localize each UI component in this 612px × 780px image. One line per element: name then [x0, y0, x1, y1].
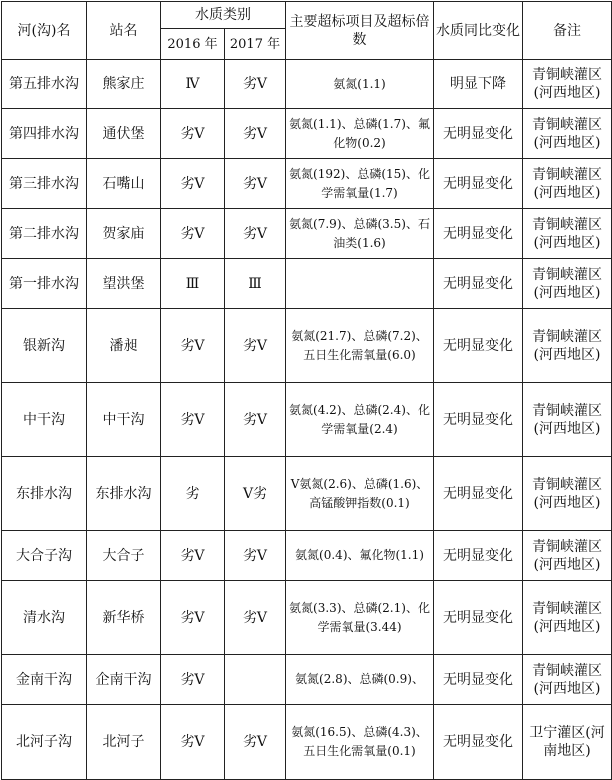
cell-class-2016: 劣Ⅴ [161, 581, 225, 655]
cell-class-2016: 劣Ⅴ [161, 209, 225, 259]
cell-station: 望洪堡 [87, 259, 161, 309]
cell-indicators: 氨氮(2.8)、总磷(0.9)、 [286, 655, 434, 705]
cell-remark: 青铜峡灌区(河西地区) [523, 109, 612, 159]
cell-class-2017: Ⅴ劣 [225, 457, 286, 531]
cell-remark: 青铜峡灌区(河西地区) [523, 60, 612, 109]
cell-river: 第二排水沟 [2, 209, 87, 259]
cell-class-2017: 劣Ⅴ [225, 60, 286, 109]
cell-class-2017: 劣Ⅴ [225, 705, 286, 780]
cell-class-2017: 劣Ⅴ [225, 531, 286, 581]
header-remark: 备注 [523, 2, 612, 60]
cell-remark: 青铜峡灌区(河西地区) [523, 309, 612, 383]
cell-station: 中干沟 [87, 383, 161, 457]
cell-remark: 青铜峡灌区(河西地区) [523, 655, 612, 705]
cell-indicators: 氨氮(1.1)、总磷(1.7)、氟化物(0.2) [286, 109, 434, 159]
cell-river: 北河子沟 [2, 705, 87, 780]
table-row [2, 209, 612, 259]
cell-remark: 青铜峡灌区(河西地区) [523, 159, 612, 209]
cell-class-2017: 劣Ⅴ [225, 581, 286, 655]
cell-change: 无明显变化 [434, 581, 523, 655]
table-row [2, 655, 612, 705]
table-row [2, 259, 612, 309]
cell-class-2017 [225, 655, 286, 705]
table-row [2, 309, 612, 383]
cell-class-2016: Ⅲ [161, 259, 225, 309]
cell-river: 清水沟 [2, 581, 87, 655]
cell-change: 无明显变化 [434, 457, 523, 531]
cell-change: 无明显变化 [434, 159, 523, 209]
cell-indicators: 氨氮(21.7)、总磷(7.2)、五日生化需氧量(6.0) [286, 309, 434, 383]
cell-change: 无明显变化 [434, 705, 523, 780]
cell-change: 无明显变化 [434, 109, 523, 159]
table-row [2, 705, 612, 780]
header-river: 河(沟)名 [2, 2, 87, 60]
header-class-group: 水质类别 [161, 2, 286, 29]
cell-class-2017: 劣Ⅴ [225, 109, 286, 159]
cell-indicators: 氨氮(7.9)、总磷(3.5)、石油类(1.6) [286, 209, 434, 259]
cell-class-2016: Ⅳ [161, 60, 225, 109]
cell-river: 银新沟 [2, 309, 87, 383]
header-year-2016: 2016 年 [161, 29, 225, 60]
cell-remark: 青铜峡灌区(河西地区) [523, 581, 612, 655]
cell-river: 第三排水沟 [2, 159, 87, 209]
cell-river: 第五排水沟 [2, 60, 87, 109]
cell-change: 无明显变化 [434, 259, 523, 309]
cell-class-2016: 劣Ⅴ [161, 159, 225, 209]
table-row [2, 581, 612, 655]
cell-class-2017: 劣Ⅴ [225, 383, 286, 457]
cell-indicators [286, 259, 434, 309]
cell-station: 大合子 [87, 531, 161, 581]
cell-class-2016: 劣Ⅴ [161, 109, 225, 159]
cell-station: 贺家庙 [87, 209, 161, 259]
cell-indicators: 氨氮(1.1) [286, 60, 434, 109]
table-row [2, 159, 612, 209]
header-station: 站名 [87, 2, 161, 60]
header-year-2017: 2017 年 [225, 29, 286, 60]
cell-river: 大合子沟 [2, 531, 87, 581]
water-quality-table [1, 1, 612, 780]
table-row [2, 60, 612, 109]
table-body [2, 60, 612, 780]
cell-class-2016: 劣Ⅴ [161, 531, 225, 581]
cell-station: 熊家庄 [87, 60, 161, 109]
cell-river: 中干沟 [2, 383, 87, 457]
cell-remark: 青铜峡灌区(河西地区) [523, 259, 612, 309]
cell-remark: 青铜峡灌区(河西地区) [523, 209, 612, 259]
header-change: 水质同比变化 [434, 2, 523, 60]
cell-river: 第一排水沟 [2, 259, 87, 309]
cell-station: 企南干沟 [87, 655, 161, 705]
table-row [2, 531, 612, 581]
cell-station: 新华桥 [87, 581, 161, 655]
cell-class-2016: 劣 [161, 457, 225, 531]
table-row [2, 109, 612, 159]
cell-change: 无明显变化 [434, 209, 523, 259]
cell-change: 无明显变化 [434, 531, 523, 581]
cell-station: 北河子 [87, 705, 161, 780]
cell-class-2017: Ⅲ [225, 259, 286, 309]
cell-class-2017: 劣Ⅴ [225, 159, 286, 209]
cell-river: 金南干沟 [2, 655, 87, 705]
cell-class-2016: 劣Ⅴ [161, 655, 225, 705]
cell-class-2016: 劣Ⅴ [161, 383, 225, 457]
cell-remark: 青铜峡灌区(河西地区) [523, 383, 612, 457]
cell-indicators: 氨氮(3.3)、总磷(2.1)、化学需氧量(3.44) [286, 581, 434, 655]
cell-indicators: 氨氮(16.5)、总磷(4.3)、五日生化需氧量(0.1) [286, 705, 434, 780]
table-row [2, 383, 612, 457]
cell-class-2017: 劣Ⅴ [225, 209, 286, 259]
cell-river: 第四排水沟 [2, 109, 87, 159]
cell-station: 石嘴山 [87, 159, 161, 209]
cell-indicators: 氨氮(192)、总磷(15)、化学需氧量(1.7) [286, 159, 434, 209]
cell-station: 通伏堡 [87, 109, 161, 159]
cell-class-2017: 劣Ⅴ [225, 309, 286, 383]
cell-change: 无明显变化 [434, 309, 523, 383]
cell-remark: 卫宁灌区(河南地区) [523, 705, 612, 780]
cell-indicators: 氨氮(0.4)、氟化物(1.1) [286, 531, 434, 581]
cell-change: 无明显变化 [434, 655, 523, 705]
cell-change: 明显下降 [434, 60, 523, 109]
header-indicators: 主要超标项目及超标倍数 [286, 2, 434, 60]
table-row [2, 457, 612, 531]
cell-river: 东排水沟 [2, 457, 87, 531]
cell-station: 潘昶 [87, 309, 161, 383]
cell-indicators: Ⅴ氨氮(2.6)、总磷(1.6)、高锰酸钾指数(0.1) [286, 457, 434, 531]
cell-class-2016: 劣Ⅴ [161, 705, 225, 780]
cell-indicators: 氨氮(4.2)、总磷(2.4)、化学需氧量(2.4) [286, 383, 434, 457]
cell-remark: 青铜峡灌区(河西地区) [523, 457, 612, 531]
cell-station: 东排水沟 [87, 457, 161, 531]
cell-change: 无明显变化 [434, 383, 523, 457]
cell-class-2016: 劣Ⅴ [161, 309, 225, 383]
cell-remark: 青铜峡灌区(河西地区) [523, 531, 612, 581]
